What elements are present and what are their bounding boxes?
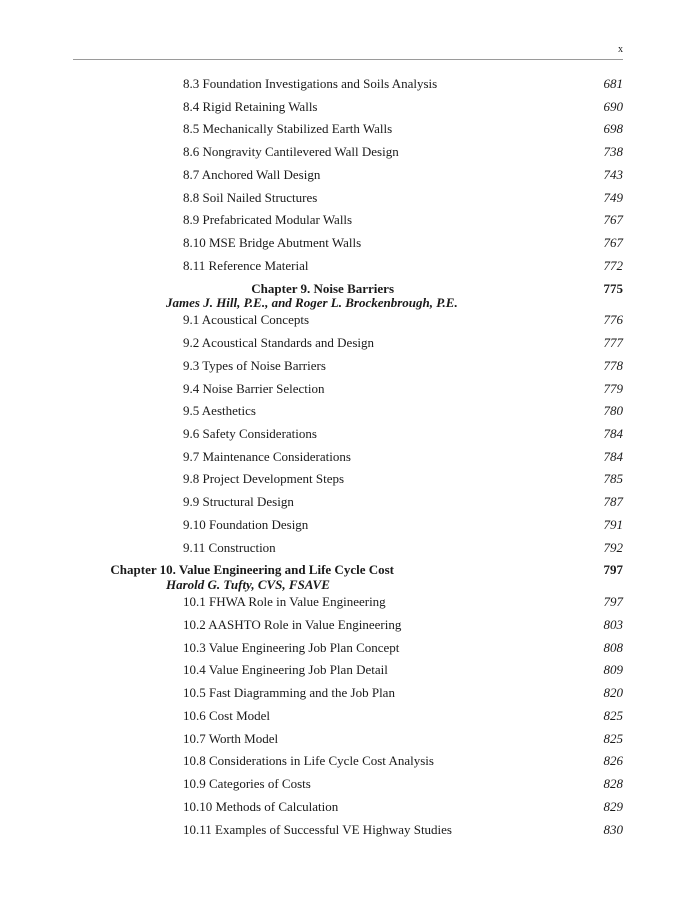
entry-title: 9.9 Structural Design: [183, 494, 294, 509]
toc-entry: [0, 539, 695, 557]
toc-entry: [0, 752, 695, 770]
entry-page: 791: [603, 517, 623, 532]
entry-title: 8.10 MSE Bridge Abutment Walls: [183, 235, 362, 250]
entry-page: 792: [603, 540, 623, 555]
entry-title: 10.6 Cost Model: [183, 708, 271, 723]
entry-title: 9.7 Maintenance Considerations: [183, 449, 351, 464]
entry-page: 820: [603, 685, 623, 700]
entry-page: 777: [603, 335, 623, 350]
toc-entry: [0, 257, 695, 275]
entry-page: 749: [603, 190, 623, 205]
toc-entry: [0, 707, 695, 725]
entry-page: 738: [603, 144, 623, 159]
entry-page: 825: [603, 708, 623, 723]
toc-entry: [0, 334, 695, 352]
entry-page: 830: [603, 822, 623, 837]
entry-title: 8.7 Anchored Wall Design: [183, 167, 321, 182]
entry-title: 10.4 Value Engineering Job Plan Detail: [183, 662, 388, 677]
entry-title: 8.4 Rigid Retaining Walls: [183, 99, 318, 114]
toc-entry: [0, 661, 695, 679]
entry-page: 803: [603, 617, 623, 632]
entry-page: 743: [603, 167, 623, 182]
toc-entry: [0, 516, 695, 534]
entry-title: 10.9 Categories of Costs: [183, 776, 311, 791]
entry-title: 9.5 Aesthetics: [183, 403, 256, 418]
entry-page: 778: [603, 358, 623, 373]
authors: James J. Hill, P.E., and Roger L. Brockenbrough, P.E.: [166, 295, 458, 310]
chapter-title: Chapter 10. Value Engineering and Life Cycle Cost: [110, 562, 394, 577]
entry-title: 10.8 Considerations in Life Cycle Cost Analysis: [183, 753, 434, 768]
entry-title: 9.2 Acoustical Standards and Design: [183, 335, 374, 350]
toc-entry: [0, 98, 695, 116]
entry-title: 9.10 Foundation Design: [183, 517, 309, 532]
toc-entry: [0, 166, 695, 184]
toc-entry: [0, 189, 695, 207]
entry-title: 10.10 Methods of Calculation: [183, 799, 339, 814]
entry-page: 767: [603, 235, 623, 250]
entry-title: 9.3 Types of Noise Barriers: [183, 358, 326, 373]
entry-page: 784: [603, 449, 623, 464]
entry-page: 809: [603, 662, 623, 677]
entry-page: 825: [603, 731, 623, 746]
entry-title: 8.6 Nongravity Cantilevered Wall Design: [183, 144, 399, 159]
chapter-page: 775: [603, 281, 623, 296]
entry-title: 9.1 Acoustical Concepts: [183, 312, 310, 327]
entry-title: 8.5 Mechanically Stabilized Earth Walls: [183, 121, 393, 136]
entry-page: 787: [603, 494, 623, 509]
entry-title: 8.3 Foundation Investigations and Soils Analysis: [183, 76, 438, 91]
entry-title: 9.8 Project Development Steps: [183, 471, 345, 486]
toc-entry: [0, 448, 695, 466]
header-rule: [73, 59, 623, 60]
toc-entry: [0, 425, 695, 443]
entry-page: 772: [603, 258, 623, 273]
entry-title: 10.11 Examples of Successful VE Highway Studies: [183, 822, 452, 837]
entry-title: 10.7 Worth Model: [183, 731, 279, 746]
entry-page: 826: [603, 753, 623, 768]
entry-page: 829: [603, 799, 623, 814]
toc-entry: [0, 684, 695, 702]
toc-entry: [0, 593, 695, 611]
entry-title: 10.1 FHWA Role in Value Engineering: [183, 594, 386, 609]
toc-entry: [0, 775, 695, 793]
entry-page: 828: [603, 776, 623, 791]
entry-page: 785: [603, 471, 623, 486]
entry-title: 9.6 Safety Considerations: [183, 426, 317, 441]
toc-entry: [0, 730, 695, 748]
entry-page: 779: [603, 381, 623, 396]
entry-page: 776: [603, 312, 623, 327]
entry-title: 9.4 Noise Barrier Selection: [183, 381, 325, 396]
entry-page: 767: [603, 212, 623, 227]
toc-entry: [0, 75, 695, 93]
entry-page: 698: [603, 121, 623, 136]
toc-entry: [0, 402, 695, 420]
entry-page: 784: [603, 426, 623, 441]
entry-title: 10.5 Fast Diagramming and the Job Plan: [183, 685, 395, 700]
entry-page: 780: [603, 403, 623, 418]
entry-title: 10.3 Value Engineering Job Plan Concept: [183, 640, 400, 655]
toc-entry: [0, 470, 695, 488]
toc-entry: [0, 798, 695, 816]
toc-entry: [0, 357, 695, 375]
entry-title: 8.8 Soil Nailed Structures: [183, 190, 318, 205]
entry-page: 690: [603, 99, 623, 114]
toc-entry: [0, 120, 695, 138]
toc-entry: [0, 143, 695, 161]
chapter-title: Chapter 9. Noise Barriers: [251, 281, 394, 296]
entry-title: 8.9 Prefabricated Modular Walls: [183, 212, 353, 227]
page-number: x: [618, 44, 623, 55]
entry-title: 8.11 Reference Material: [183, 258, 309, 273]
entry-page: 808: [603, 640, 623, 655]
entry-page: 797: [603, 594, 623, 609]
toc-entry: [0, 311, 695, 329]
toc-entry: [0, 211, 695, 229]
toc-entry: [0, 234, 695, 252]
toc-entry: [0, 639, 695, 657]
entry-page: 681: [603, 76, 623, 91]
chapter-page: 797: [603, 562, 623, 577]
entry-title: 10.2 AASHTO Role in Value Engineering: [183, 617, 402, 632]
authors: Harold G. Tufty, CVS, FSAVE: [166, 577, 330, 592]
toc-entry: [0, 380, 695, 398]
toc-entry: [0, 493, 695, 511]
toc-entry: [0, 821, 695, 839]
toc-entry: [0, 616, 695, 634]
entry-title: 9.11 Construction: [183, 540, 276, 555]
